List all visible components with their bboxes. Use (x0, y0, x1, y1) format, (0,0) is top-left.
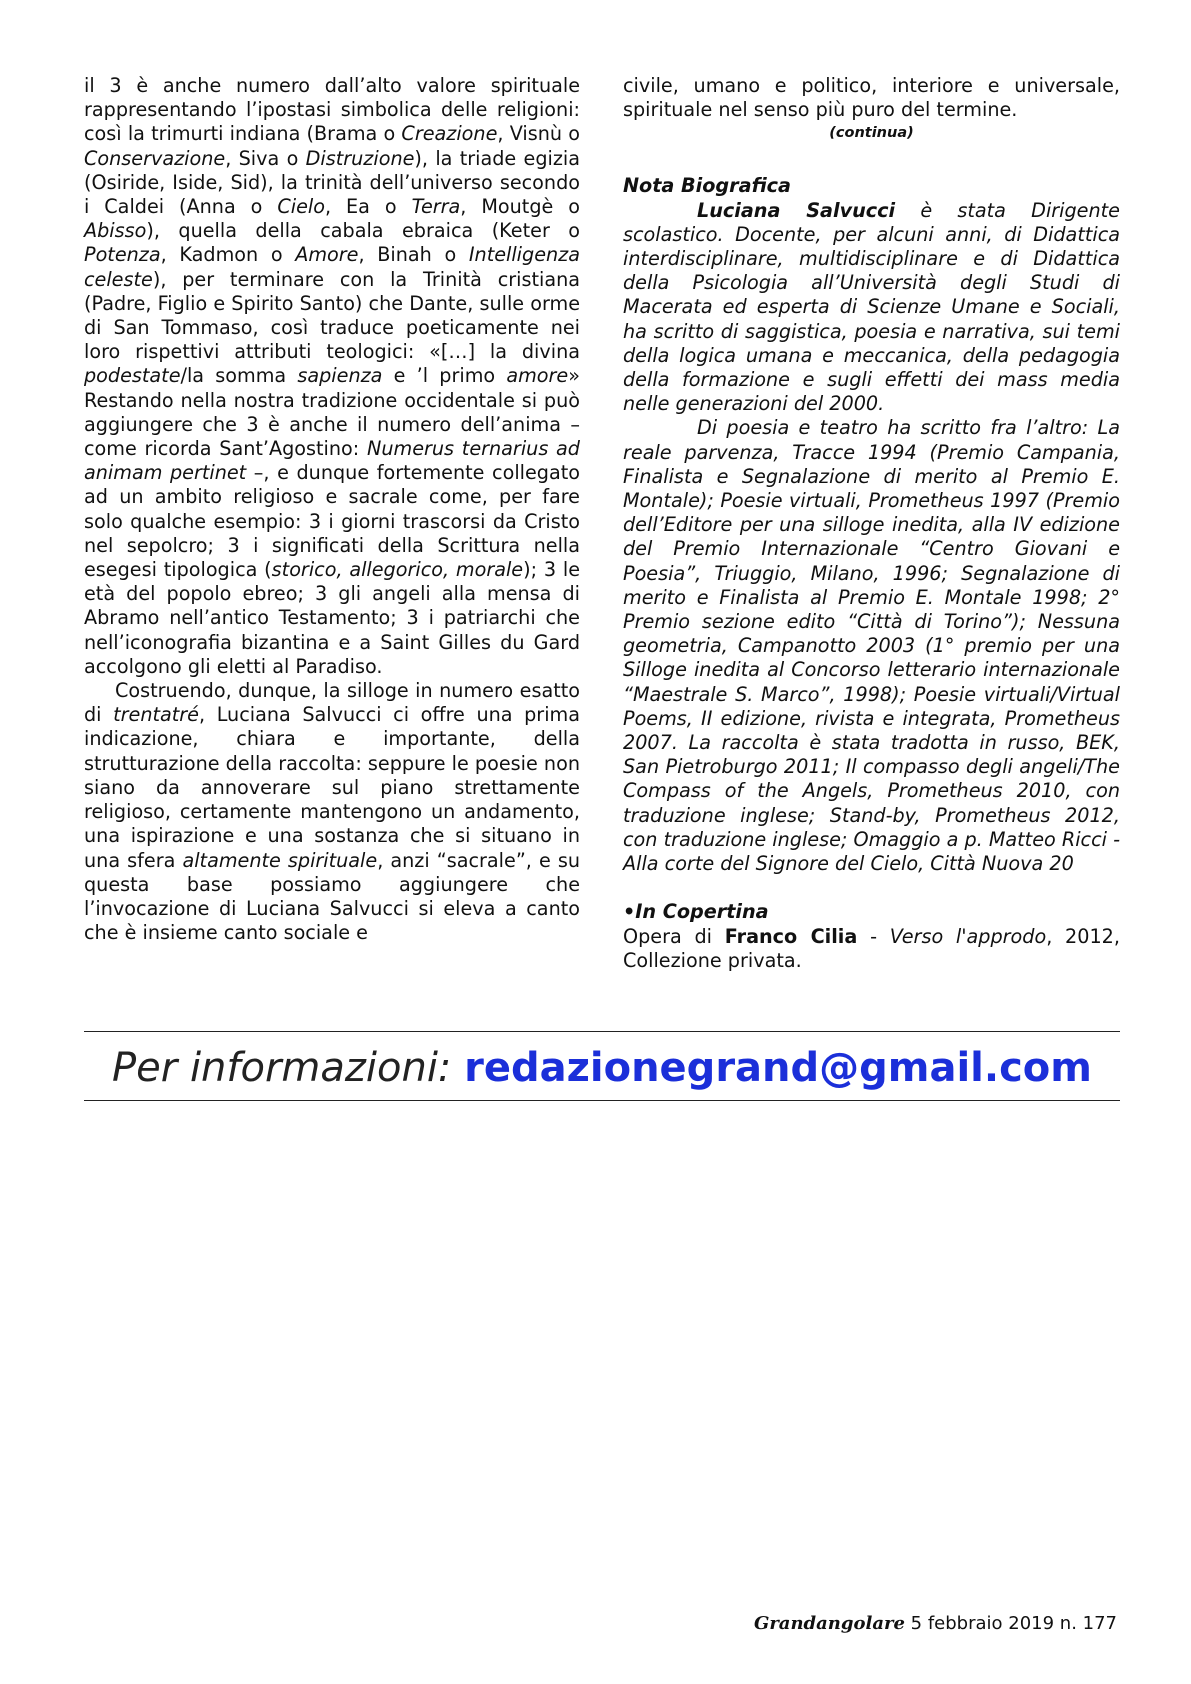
text-run: Di poesia e teatro ha scritto fra l’altro: La reale parvenza, Tracce 1994 (Premio Campania, Finalista e Segnalazione di merito al Premio E. Montale); Poesie virtuali, Prometheus 1997 (Premio dell’Editore per una silloge inedita, alla IV edizione del Premio Internazionale “Centro Giovani e Poesia”, Triuggio, Milano, 1996; Segnalazione di merito e Finalista al Premio E. Montale 1998; 2° Premio sezione edito “Città di Torino”); Nessuna geometria, Campanotto 2003 (1° premio per una Silloge inedita al Concorso letterario internazionale “Maestrale S. Marco”, 1998); Poesie virtuali/Virtual Poems, II edizione, rivista e integrata, Prometheus 2007. La raccolta è stata tradotta in russo, BEK, San Pietroburgo 2011; Il compasso degli angeli/The Compass of the Angels, Prometheus 2010, con traduzione inglese; Stand-by, Prometheus 2012, con traduzione inglese; Omaggio a p. Matteo Ricci - Alla corte del Signore del Cielo, Città Nuova 20 (623, 416, 1120, 876)
text-run: ); 3 le età del popolo ebreo; 3 gli angeli alla mensa di Abramo nell’antico Testamento; 3 i patriarchi che nell’iconografia bizantina e a Saint Gilles du Gard accolgono gli eletti al Paradiso. (84, 558, 581, 678)
text-run: ), la triade egizia (Osiride, Iside, Sid), la trinità dell’universo secondo i Caldei (Anna o (84, 146, 580, 219)
contact-banner (84, 1044, 1120, 1092)
text-run: - (857, 924, 890, 948)
text-run: podestate (84, 364, 181, 388)
contact-email-link[interactable]: redazionegrand@gmail.com (464, 1045, 1092, 1091)
text-run: Terra (411, 195, 461, 219)
text-run: , Kadmon o (160, 243, 296, 267)
continued-label: (continua) (829, 125, 914, 142)
cover-paragraph (623, 925, 1120, 973)
text-run: , Binah o (358, 243, 469, 267)
text-run: Creazione (401, 122, 498, 146)
text-run: /la somma (180, 364, 298, 388)
bio-paragraph (623, 199, 1120, 417)
contact-label: Per informazioni: (112, 1045, 465, 1091)
text-run: Intelligenza celeste (84, 243, 580, 291)
text-run: Opera di (623, 924, 725, 948)
text-run: Distruzione (305, 146, 415, 170)
text-run: , Luciana Salvucci ci offre una prima indicazione, chiara e importante, della strutturazione della raccolta: seppure le poesie non siano da annoverare sul piano strettamente religioso, certamente mantengono un andamento, una ispirazione e una sostanza che si situano in una sfera (84, 703, 580, 872)
text-run: e ’l primo (382, 364, 507, 388)
text-run: il 3 è anche numero dall’alto valore spirituale rappresentando l’ipostasi simbolica delle religioni: così la trimurti indiana (Brama o (84, 74, 580, 146)
bio-heading: Nota Biografica (623, 174, 791, 198)
article-paragraph (623, 74, 1120, 122)
text-run: Cielo (277, 195, 325, 219)
text-run: trentatré (113, 703, 199, 727)
text-run: –, e dunque fortemente collegato ad un ambito religioso e sacrale come, per fare solo qualche esempio: 3 i giorni trascorsi da Cristo nel sepolcro; 3 i significati della Scrittura nella esegesi tipologica ( (84, 461, 580, 582)
text-run: amore (506, 364, 569, 388)
divider-top (84, 1031, 1120, 1032)
text-run: è stata Dirigente scolastico. Docente, per alcuni anni, di Didattica interdisciplinare, multidisciplinare e di Didattica della Psicologia all’Università degli Studi di Macerata ed esperta di Scienze Umane e Sociali, ha scritto di saggistica, poesia e narrativa, sui temi della logica umana e meccanica, della pedagogia della formazione e sugli effetti dei mass media nelle generazioni del 2000. (623, 198, 1120, 416)
text-run: Potenza (84, 243, 161, 267)
text-run: Costruendo, dunque, la silloge in numero esatto di (84, 679, 580, 727)
article-paragraph (84, 679, 580, 945)
text-run: Luciana Salvucci (697, 198, 896, 222)
text-run: Franco Cilia (724, 924, 858, 948)
bio-paragraph (623, 416, 1120, 876)
page-footer (754, 1613, 1117, 1634)
text-run: ), per terminare con la Trinità cristiana (Padre, Figlio e Spirito Santo) che Dante, sulle orme di San Tommaso, così traduce poeticamente nei loro rispettivi attributi teologici: «[…] la divina (84, 267, 580, 364)
text-run: civile, umano e politico, interiore e universale, spirituale nel senso più puro del termine. (623, 74, 1120, 122)
text-run: Abisso (84, 219, 147, 243)
text-run: sapienza (297, 364, 383, 388)
text-run: storico, allegorico, morale (271, 558, 524, 582)
issue-info: 5 febbraio 2019 n. 177 (904, 1613, 1117, 1634)
text-run: Amore (295, 243, 359, 267)
text-run: altamente spirituale (182, 848, 378, 872)
text-run: , anzi “sacrale”, e su questa base possiamo aggiungere che l’invocazione di Luciana Salvucci si eleva a canto che è insieme canto sociale e (84, 848, 580, 945)
text-run: , 2012, Collezione privata. (623, 924, 1120, 972)
divider-bottom (84, 1100, 1120, 1101)
text-run: , Ea o (325, 195, 412, 219)
cover-heading: •In Copertina (623, 900, 769, 924)
text-run: Numerus ternarius ad animam pertinet (84, 437, 580, 485)
magazine-name: Grandangolare (753, 1613, 905, 1634)
text-run: Verso l'approdo (889, 924, 1047, 948)
right-column (623, 74, 1120, 973)
text-run: ), quella della cabala ebraica (Keter o (146, 219, 580, 243)
text-run: , Visnù o (497, 122, 580, 146)
left-column (84, 74, 580, 945)
text-run: , Moutgè o (460, 195, 581, 219)
article-paragraph (84, 74, 580, 679)
text-run: Conservazione (84, 146, 226, 170)
text-run: , Siva o (225, 146, 306, 170)
text-run: » Restando nella nostra tradizione occidentale si può aggiungere che 3 è anche il numero dell’anima – come ricorda Sant’Agostino: (84, 364, 580, 461)
